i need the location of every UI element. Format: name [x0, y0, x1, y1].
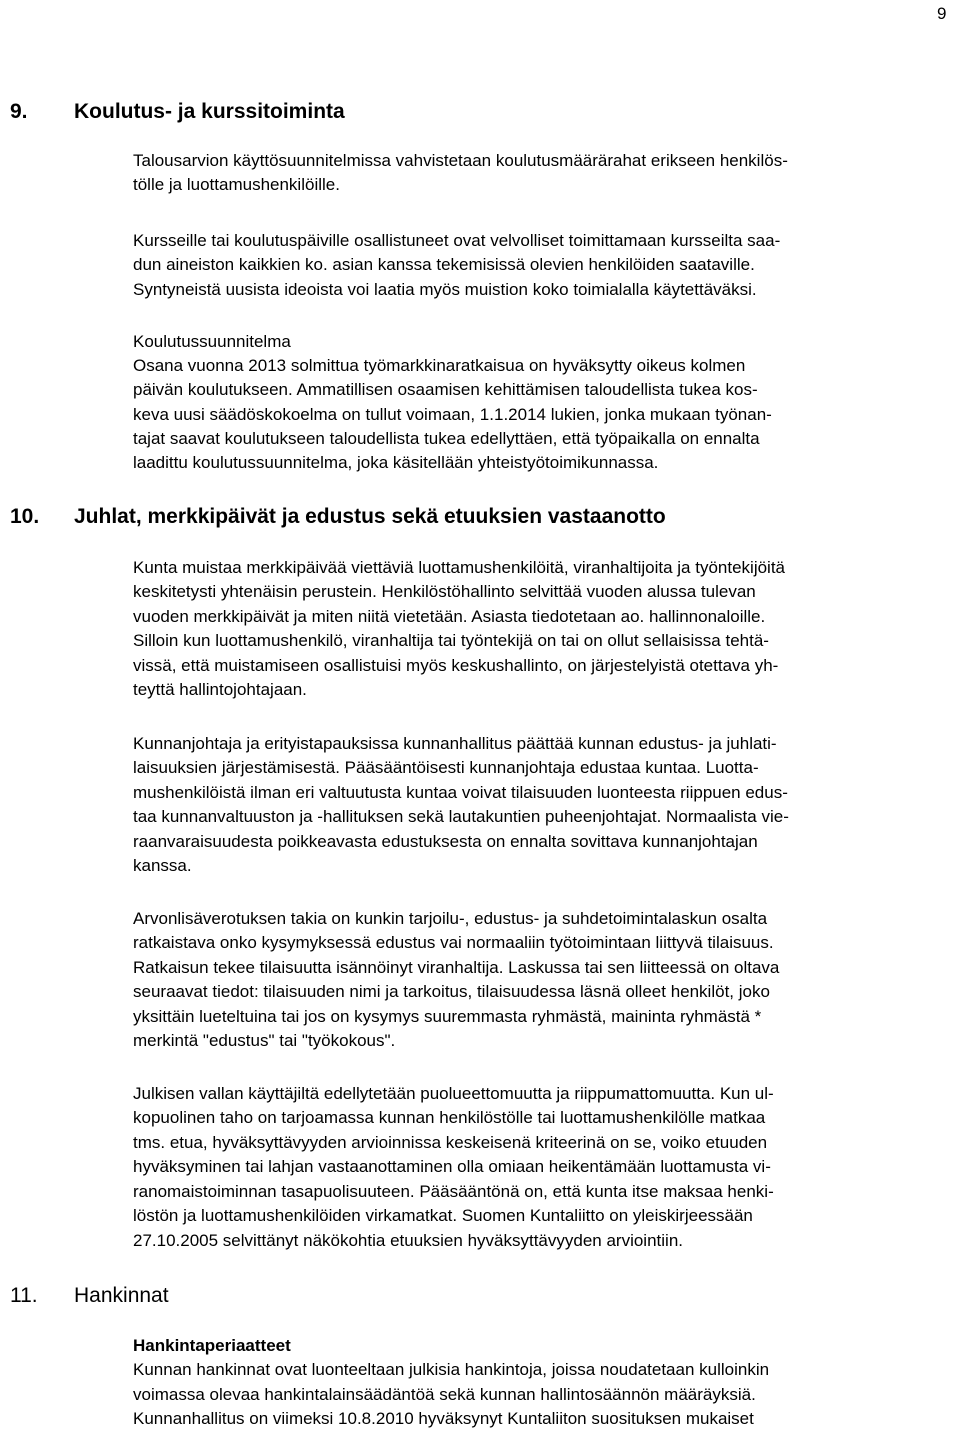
text-line: päivän koulutukseen. Ammatillisen osaamisen kehittämisen taloudellista tukea kos- — [133, 380, 758, 399]
text-line: tölle ja luottamushenkilöille. — [133, 175, 340, 194]
section-title: Koulutus- ja kurssitoiminta — [74, 100, 345, 123]
subheading-hankintaperiaatteet: Hankintaperiaatteet — [133, 1336, 291, 1355]
text-line: ratkaistava onko kysymyksessä edustus vai normaaliin työtoimintaan liittyvä tilaisuus. — [133, 933, 774, 952]
text-line: mushenkilöistä ilman eri valtuutusta kuntaa voivat tilaisuuden luonteesta riippuen edus- — [133, 783, 788, 802]
text-line: tajat saavat koulutukseen taloudellista tukea edellyttäen, että työpaikalla on ennalta — [133, 429, 760, 448]
text-line: hyväksyminen tai lahjan vastaanottaminen olla omiaan heikentämään luottamusta vi- — [133, 1157, 771, 1176]
text-line: seuraavat tiedot: tilaisuuden nimi ja tarkoitus, tilaisuudessa läsnä olleet henkilöt, joko — [133, 982, 770, 1001]
page-number: 9 — [937, 4, 947, 23]
text-line: vuoden merkkipäivät ja miten niitä vietetään. Asiasta tiedotetaan ao. hallinnonaloille. — [133, 607, 766, 626]
section-number: 10. — [10, 505, 40, 528]
section-number: 11. — [10, 1284, 38, 1307]
text-line: Arvonlisäverotuksen takia on kunkin tarjoilu-, edustus- ja suhdetoimintalaskun osalta — [133, 909, 768, 928]
text-line: Kursseille tai koulutuspäiville osallistuneet ovat velvolliset toimittamaan kursseilta saa- — [133, 231, 781, 250]
text-line: dun aineiston kaikkien ko. asian kanssa tekemisissä olevien henkilöiden saataville. — [133, 255, 755, 274]
section-title: Hankinnat — [74, 1284, 169, 1307]
text-line: merkintä "edustus" tai "työkokous". — [133, 1031, 396, 1050]
section-number: 9. — [10, 100, 28, 123]
text-line: teyttä hallintojohtajaan. — [133, 680, 307, 699]
text-line: Julkisen vallan käyttäjiltä edellytetään puolueettomuutta ja riippumattomuutta. Kun ul- — [133, 1084, 774, 1103]
text-line: vissä, että muistamiseen osallistuisi myös keskushallinto, on järjestelyistä otettava yh- — [133, 656, 779, 675]
text-line: kopuolinen taho on tarjoamassa kunnan henkilöstölle tai luottamushenkilölle matkaa — [133, 1108, 766, 1127]
text-line: taa kunnanvaltuuston ja -hallituksen sekä lautakuntien puheenjohtajat. Normaalista vie- — [133, 807, 789, 826]
text-line: Kunnanjohtaja ja erityistapauksissa kunnanhallitus päättää kunnan edustus- ja juhlati- — [133, 734, 777, 753]
text-line: Ratkaisun tekee tilaisuutta isännöinyt viranhaltija. Laskussa tai sen liitteessä on oltava — [133, 958, 780, 977]
text-line: tms. etua, hyväksyttävyyden arvioinnissa keskeisenä kriteerinä on se, voiko etuuden — [133, 1133, 768, 1152]
text-line: ranomaistoiminnan tasapuolisuuteen. Pääsääntönä on, että kunta itse maksaa henki- — [133, 1182, 774, 1201]
subheading-koulutussuunnitelma: Koulutussuunnitelma — [133, 332, 291, 351]
text-line: Kunta muistaa merkkipäivää viettäviä luottamushenkilöitä, viranhaltijoita ja työntekijöitä — [133, 558, 786, 577]
text-line: laisuuksien järjestämisestä. Pääsääntöisesti kunnanjohtaja edustaa kuntaa. Luotta- — [133, 758, 759, 777]
text-line: Osana vuonna 2013 solmittua työmarkkinaratkaisua on hyväksytty oikeus kolmen — [133, 356, 746, 375]
text-line: raanvaraisuudesta poikkeavasta edustuksesta on ennalta sovittava kunnanjohtajan — [133, 832, 758, 851]
text-line: Kunnanhallitus on viimeksi 10.8.2010 hyväksynyt Kuntaliiton suosituksen mukaiset — [133, 1409, 754, 1428]
text-line: 27.10.2005 selvittänyt näkökohtia etuuksien hyväksyttävyyden arviointiin. — [133, 1231, 683, 1250]
text-line: Kunnan hankinnat ovat luonteeltaan julkisia hankintoja, joissa noudatetaan kulloinkin — [133, 1360, 770, 1379]
text-line: laadittu koulutussuunnitelma, joka käsitellään yhteistyötoimikunnassa. — [133, 453, 659, 472]
text-line: voimassa olevaa hankintalainsäädäntöä sekä kunnan hallintosäännön määräyksiä. — [133, 1385, 756, 1404]
text-line: Syntyneistä uusista ideoista voi laatia myös muistion koko toimialalla käytettäväksi. — [133, 280, 757, 299]
text-line: keva uusi säädöskokoelma on tullut voimaan, 1.1.2014 lukien, jonka mukaan työnan- — [133, 405, 772, 424]
text-line: löstön ja luottamushenkilöiden virkamatkat. Suomen Kuntaliitto on yleiskirjeessään — [133, 1206, 753, 1225]
section-title: Juhlat, merkkipäivät ja edustus sekä etuuksien vastaanotto — [74, 505, 666, 528]
text-line: kanssa. — [133, 856, 192, 875]
text-line: keskitetysti yhtenäisin perustein. Henkilöstöhallinto selvittää vuoden alussa tulevan — [133, 582, 756, 601]
text-line: Silloin kun luottamushenkilö, viranhaltija tai työntekijä on tai on ollut sellaisissa tehtä- — [133, 631, 769, 650]
text-line: yksittäin lueteltuina tai jos on kysymys suuremmasta ryhmästä, maininta ryhmästä * — [133, 1007, 762, 1026]
text-line: Talousarvion käyttösuunnitelmissa vahvistetaan koulutusmäärärahat erikseen henkilös- — [133, 151, 788, 170]
